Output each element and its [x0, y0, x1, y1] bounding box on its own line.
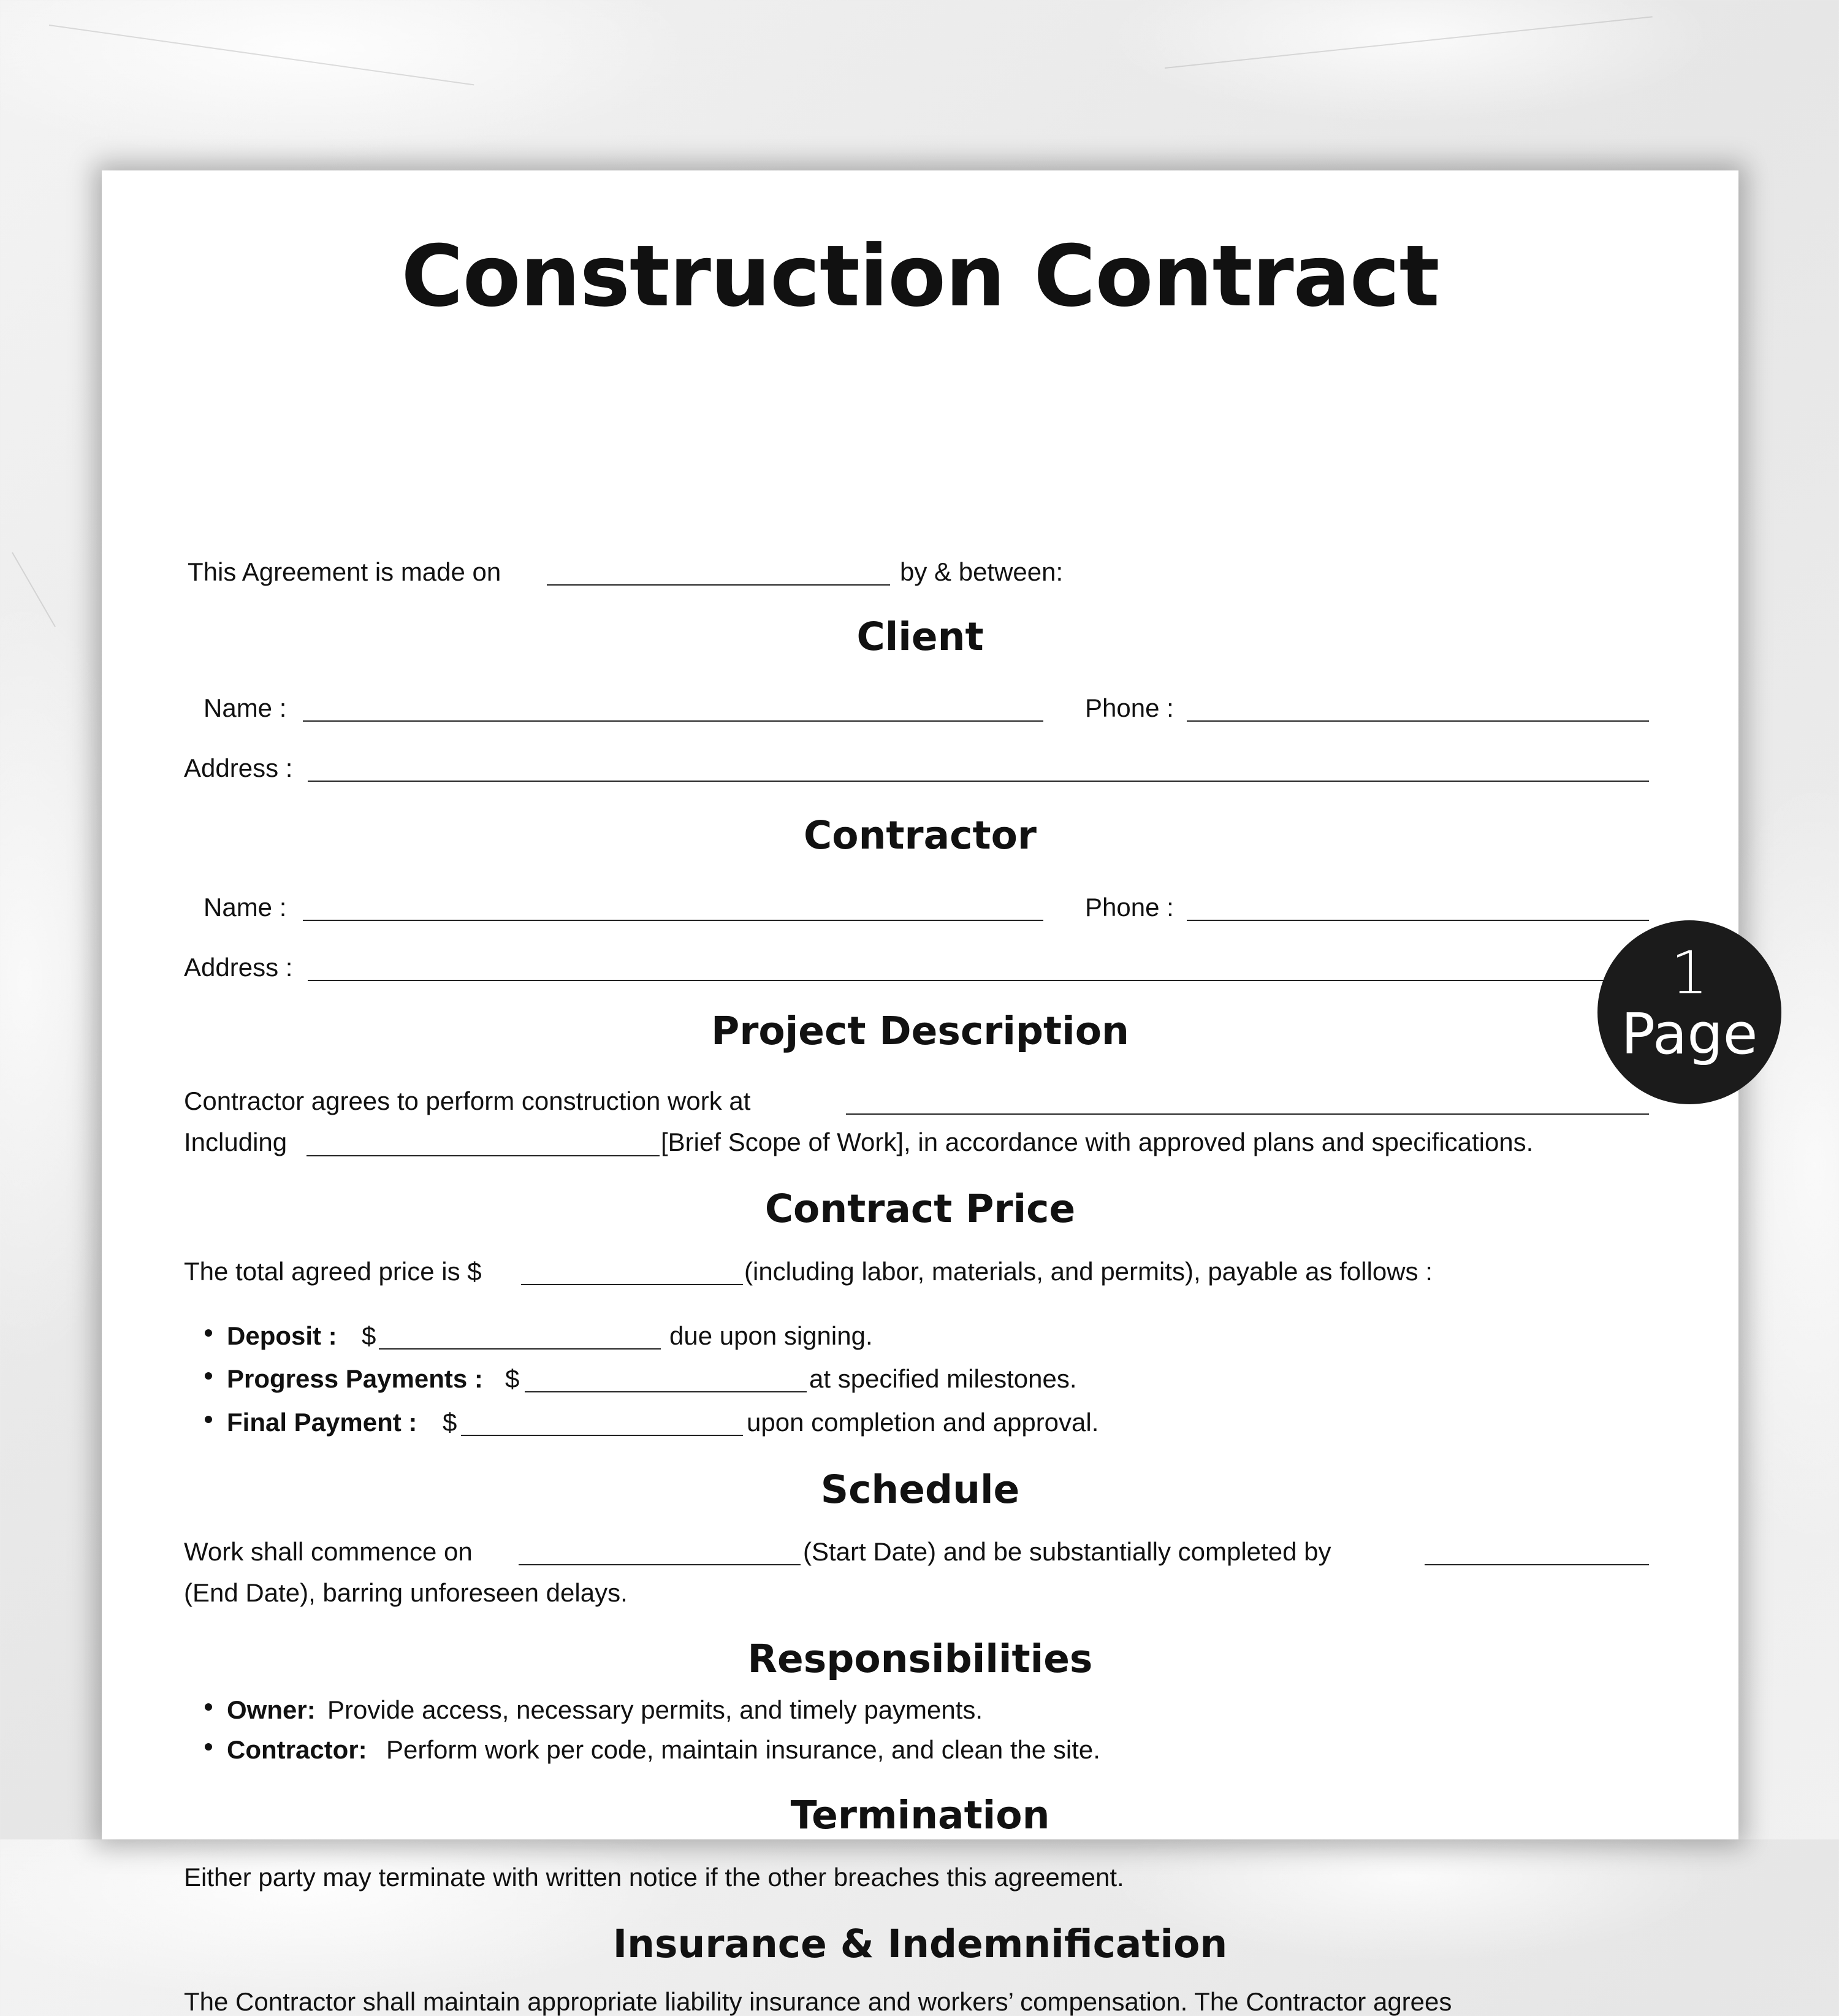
contractor-name-field[interactable]: [303, 920, 1043, 921]
progress-amount-field[interactable]: [525, 1391, 807, 1392]
client-address-label: Address :: [184, 754, 293, 782]
progress-label: Progress Payments :: [227, 1364, 483, 1393]
schedule-line2: (End Date), barring unforeseen delays.: [184, 1578, 628, 1607]
contractor-resp-text: Perform work per code, maintain insurance, and clean the site.: [386, 1735, 1100, 1764]
schedule-heading: Schedule: [820, 1467, 1020, 1512]
termination-heading: Termination: [790, 1793, 1050, 1838]
intro-suffix: by & between:: [900, 557, 1064, 586]
bullet-icon: [205, 1329, 212, 1337]
bullet-icon: [205, 1743, 212, 1751]
intro-prefix: This Agreement is made on: [188, 557, 501, 586]
client-heading: Client: [856, 614, 984, 659]
schedule-line1-mid: (Start Date) and be substantially completed by: [803, 1537, 1331, 1566]
marble-vein: [12, 552, 56, 627]
termination-text: Either party may terminate with written notice if the other breaches this agreement.: [184, 1863, 1124, 1892]
project-location-field[interactable]: [846, 1113, 1649, 1115]
bullet-icon: [205, 1416, 212, 1423]
price-line-suffix: (including labor, materials, and permits), payable as follows :: [744, 1257, 1433, 1286]
contractor-phone-label: Phone :: [1085, 893, 1174, 922]
responsibilities-heading: Responsibilities: [747, 1636, 1093, 1681]
contractor-heading: Contractor: [804, 813, 1037, 858]
contractor-resp-label: Contractor:: [227, 1735, 367, 1764]
owner-text: Provide access, necessary permits, and timely payments.: [327, 1695, 983, 1724]
owner-label: Owner:: [227, 1695, 316, 1724]
project-heading: Project Description: [711, 1009, 1129, 1053]
bullet-icon: [205, 1703, 212, 1711]
deposit-text: due upon signing.: [669, 1321, 873, 1350]
client-name-label: Name :: [204, 693, 287, 722]
deposit-currency: $: [362, 1321, 376, 1350]
bullet-icon: [205, 1372, 212, 1380]
page-count-number: 1: [1670, 939, 1708, 1007]
contract-page: [102, 170, 1738, 2016]
page-title: Construction Contract: [401, 227, 1439, 326]
final-payment-text: upon completion and approval.: [747, 1408, 1099, 1437]
client-phone-label: Phone :: [1085, 693, 1174, 722]
agreement-date-field[interactable]: [547, 584, 890, 586]
price-line-prefix: The total agreed price is $: [184, 1257, 482, 1286]
project-scope-field[interactable]: [306, 1155, 660, 1156]
client-address-field[interactable]: [308, 781, 1649, 782]
contractor-phone-field[interactable]: [1187, 920, 1649, 921]
client-name-field[interactable]: [303, 720, 1043, 722]
end-date-field[interactable]: [1425, 1564, 1649, 1565]
start-date-field[interactable]: [519, 1564, 801, 1565]
progress-text: at specified milestones.: [809, 1364, 1077, 1393]
final-payment-label: Final Payment :: [227, 1408, 417, 1437]
contractor-address-field[interactable]: [308, 980, 1649, 981]
total-price-field[interactable]: [521, 1284, 743, 1285]
page-count-badge: [1597, 920, 1781, 1104]
project-line2-suffix: [Brief Scope of Work], in accordance with approved plans and specifications.: [661, 1128, 1534, 1156]
insurance-text: The Contractor shall maintain appropriate liability insurance and workers’ compensation. The Contractor agrees: [184, 1987, 1452, 2016]
marble-vein: [49, 25, 474, 85]
insurance-heading: Insurance & Indemnification: [612, 1922, 1228, 1966]
page-count-word: Page: [1621, 1001, 1758, 1067]
deposit-amount-field[interactable]: [379, 1348, 661, 1350]
deposit-label: Deposit :: [227, 1321, 337, 1350]
progress-currency: $: [505, 1364, 520, 1393]
client-phone-field[interactable]: [1187, 720, 1649, 722]
schedule-line1-prefix: Work shall commence on: [184, 1537, 473, 1566]
final-payment-currency: $: [443, 1408, 457, 1437]
contractor-name-label: Name :: [204, 893, 287, 922]
project-line2-prefix: Including: [184, 1128, 287, 1156]
price-heading: Contract Price: [764, 1186, 1076, 1231]
project-line1: Contractor agrees to perform construction work at: [184, 1086, 751, 1115]
contractor-address-label: Address :: [184, 953, 293, 982]
marble-vein: [1165, 16, 1653, 69]
final-payment-amount-field[interactable]: [461, 1435, 743, 1436]
